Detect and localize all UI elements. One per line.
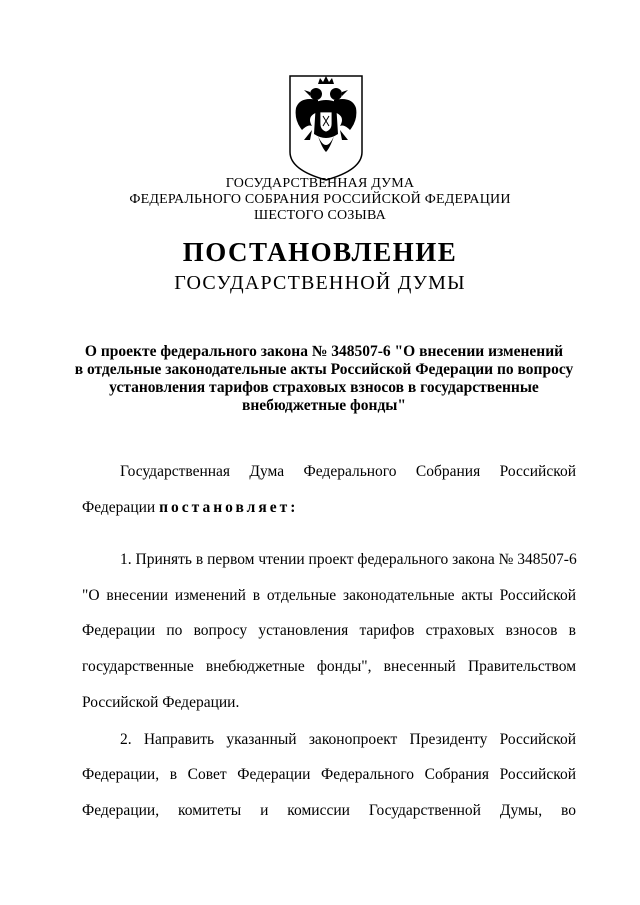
- preamble-line-1: Государственная Дума Федерального Собрания Российской: [120, 463, 576, 480]
- title-line: установления тарифов страховых взносов в государственные: [109, 379, 539, 396]
- document-type-heading: ПОСТАНОВЛЕНИЕ: [182, 237, 458, 267]
- item2-line: 2. Направить указанный законопроект Президенту Российской: [120, 731, 576, 748]
- item1-line: государственные внебюджетные фонды", внесенный Правительством: [82, 658, 576, 675]
- item1-line: Российской Федерации.: [82, 694, 240, 711]
- title-line: в отдельные законодательные акты Российской Федерации по вопросу: [74, 361, 574, 378]
- issuer-line-2: ФЕДЕРАЛЬНОГО СОБРАНИЯ РОССИЙСКОЙ ФЕДЕРАЦИИ: [129, 192, 511, 207]
- item2-line: Федерации, в Совет Федерации Федерального Собрания Российской: [82, 766, 576, 783]
- title-line: внебюджетные фонды": [242, 397, 406, 414]
- issuer-line-1: ГОСУДАРСТВЕННАЯ ДУМА: [225, 176, 415, 191]
- preamble-verb: постановляет:: [159, 499, 299, 516]
- preamble-prefix: Федерации: [82, 499, 160, 516]
- resolution-title: [74, 343, 574, 415]
- item1-line: "О внесении изменений в отдельные законодательные акты Российской: [82, 587, 576, 604]
- item1-line: 1. Принять в первом чтении проект федерального закона № 348507-6: [120, 551, 577, 568]
- item1-line: Федерации по вопросу установления тарифов страховых взносов в: [82, 622, 576, 639]
- title-line: О проекте федерального закона № 348507-6 "О внесении изменений: [84, 343, 564, 360]
- document-body-heading: ГОСУДАРСТВЕННОЙ ДУМЫ: [174, 272, 466, 294]
- issuer-line-3: ШЕСТОГО СОЗЫВА: [254, 208, 386, 223]
- coat-of-arms-icon: [288, 74, 364, 182]
- preamble-line-2: [82, 499, 576, 517]
- item2-line: Федерации, комитеты и комиссии Государственной Думы, во: [82, 802, 576, 819]
